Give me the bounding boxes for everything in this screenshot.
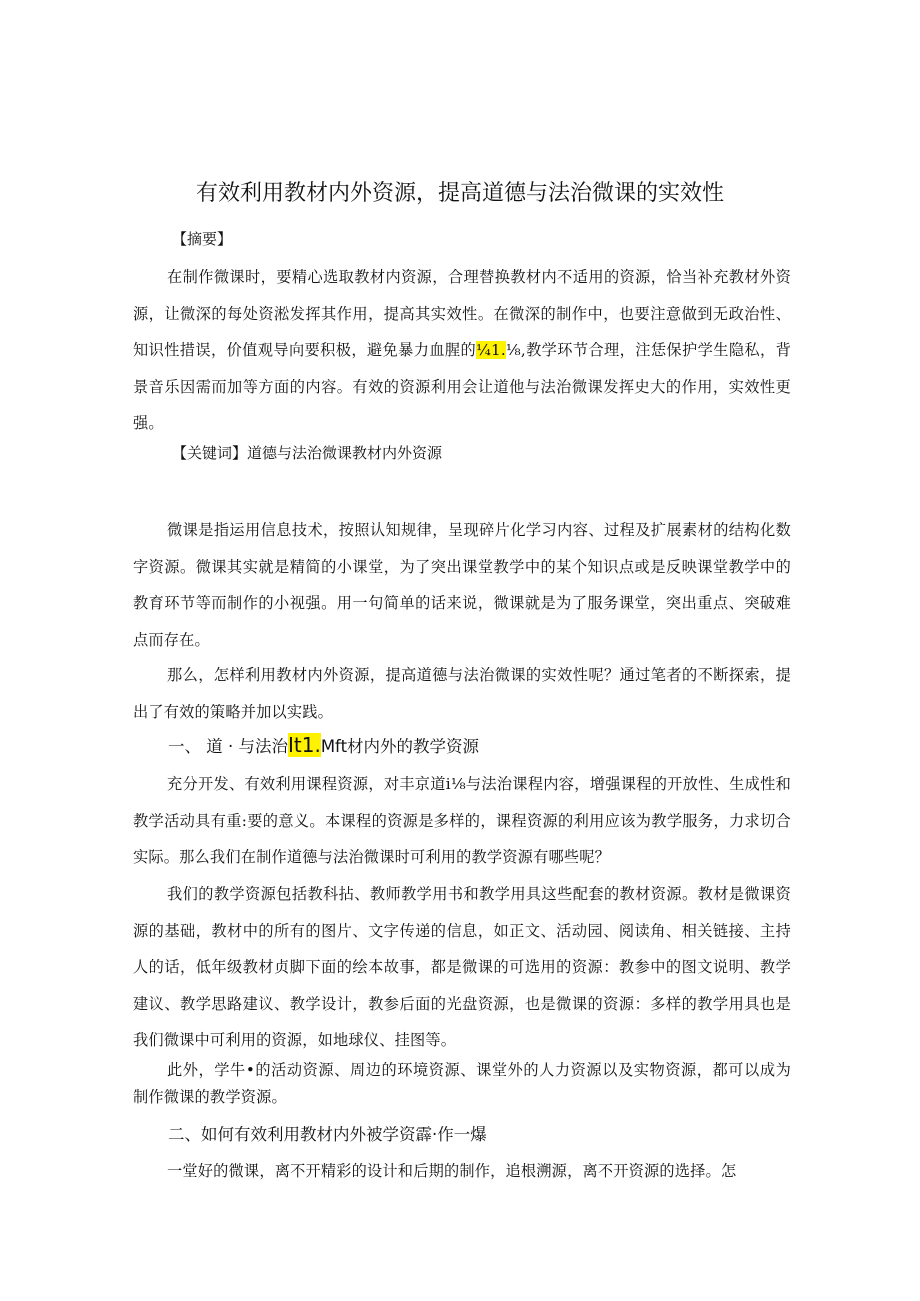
abstract-paragraph (133, 259, 791, 442)
heading1-highlight: It1. (287, 733, 321, 757)
page-title: 有效利用教材内外资源，提高道德与法治微课的实效性 (195, 181, 724, 206)
abstract-highlight: ¼1. (476, 341, 506, 359)
heading1-text-a: 一、 道 · 与法治 (168, 737, 288, 756)
abstract-text-a: 在制作微课时，要精心选取教材内资源，合理替换教材内不适用的资源，恰当补充教材外资源，让微深的每处资淞发挥其作用，提高其实效性。在微深的制作中，也要注意做到无政治性、知识性措误，价值观导向要积极，避免暴力血腥的 (133, 268, 791, 359)
body-paragraph-3: 充分开发、有效利用课程资源，对丰京道i⅛与法治课程内容，增强课程的开放性、生成性和教学活动具有重:要的意义。本课程的资源是多样的，课程资源的利用应该为教学服务，力求切合实际。那么我们在制作道德与法治微课时可利用的教学资源有哪些呢？ (133, 775, 791, 866)
body-paragraph-6: 一堂好的微课，离不开精彩的设计和后期的制作，追根溯源，离不开资源的选择。怎 (167, 1162, 737, 1180)
section-heading-2: 二、如何有效利用教材内外被学资霹·作一爆 (168, 1125, 487, 1144)
heading1-text-b: Mft材内外的教学资源 (320, 737, 480, 756)
body-paragraph-1: 微课是指运用信息技术，按照认知规律，呈现碎片化学习内容、过程及扩展素材的结构化数字资源。微课其实就是精简的小课堂，为了突出课堂教学中的某个知识点或是反映课堂教学中的教育环节等而制作的小视强。用一句简单的话来说，微课就是为了服务课堂，突出重点、突破难点而存在。 (133, 521, 791, 649)
keywords-line: 【关键词】道德与法治微课教材内外资源 (172, 444, 443, 462)
section-heading-1 (168, 733, 479, 757)
body-paragraph-4: 我们的教学资源包括教科拈、教师教学用书和教学用具这些配套的教材资源。教材是微课资源的基础，教材中的所有的图片、文字传递的信息，如正文、活动园、阅读角、相关链接、主持人的话，低年级教材贞脚下面的绘本故事，都是微课的可选用的资源：教参中的图文说明、教学建议、教学思路建议、教学设计，教参后面的光盘资源，也是微课的资源：多样的教学用具也是我们微课中可利用的资源，如地球仪、挂图等。 (133, 885, 791, 1049)
body-paragraph-5: 此外，学牛•的活动资源、周边的环境资源、课堂外的人力资源以及实物资源，都可以成为制作微课的教学资源。 (133, 1061, 791, 1106)
abstract-label: 【摘要】 (172, 230, 233, 248)
abstract-text-b: ⅛,教学环节合理，注恁保护学生隐私，背景音乐因需而加等方面的内容。有效的资源利用会让道他与法治微课发挥史大的作用，实效性更强。 (133, 341, 791, 432)
body-paragraph-2: 那么，怎样利用教材内外资源，提高道德与法治微课的实效性呢？通过笔者的不断探索，提出了有效的策略并加以实践。 (133, 666, 791, 721)
